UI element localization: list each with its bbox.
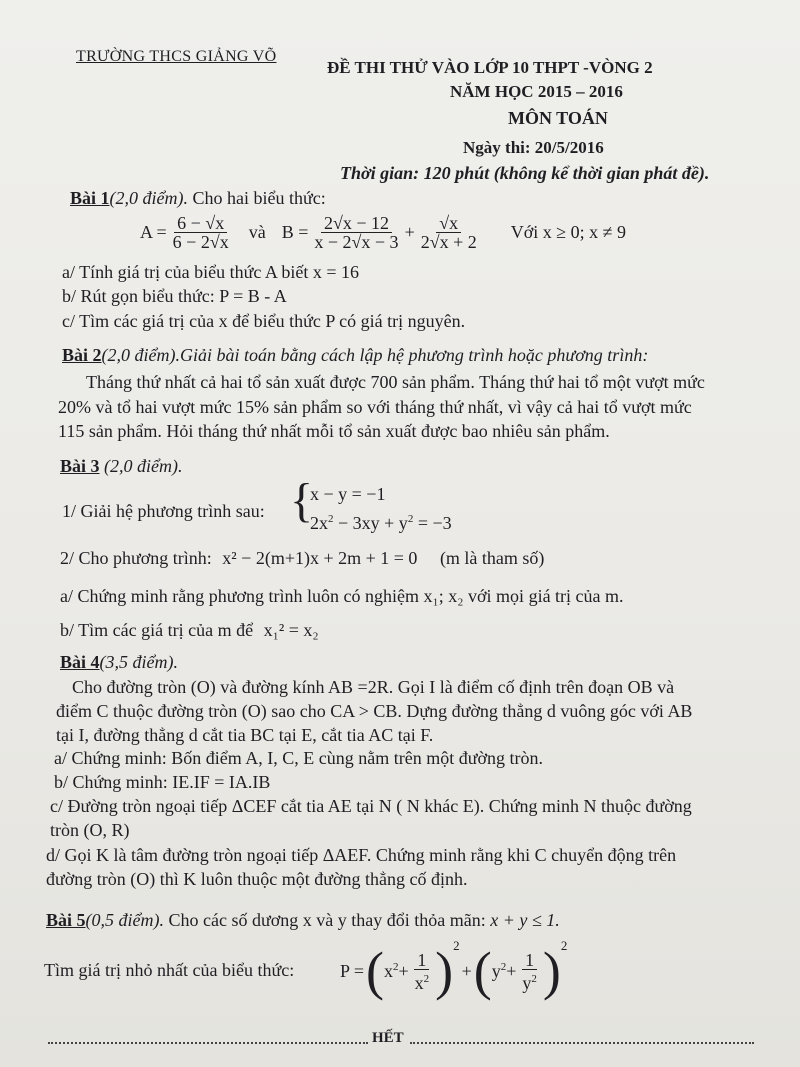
bai5-points: (0,5 điểm).	[85, 910, 164, 930]
right-paren-1-icon: )	[435, 941, 454, 1001]
bai4-part-d-line-1: d/ Gọi K là tâm đường tròn ngoại tiếp ΔAEF. Chứng minh rằng khi C chuyển động trên	[46, 845, 677, 865]
bai3-part-b-equation: x₁² = x₂	[263, 620, 319, 640]
footer-dots-left	[48, 1042, 368, 1044]
y-sq: 2	[500, 960, 507, 973]
x-var: x	[383, 960, 393, 981]
left-brace-icon: {	[290, 474, 314, 527]
bai3-q2-equation: x² − 2(m+1)x + 2m + 1 = 0	[222, 548, 418, 568]
B-denominator-1: x − 2√x − 3	[314, 232, 399, 252]
bai3-part-b-text: b/ Tìm các giá trị của m để	[60, 620, 254, 640]
bai4-part-a: a/ Chứng minh: Bốn điểm A, I, C, E cùng nằm trên một đường tròn.	[54, 748, 543, 768]
B-fraction-1	[311, 214, 401, 251]
bai5-title: Bài 5	[46, 910, 86, 930]
bai4-part-d-line-2: đường tròn (O) thì K luôn thuộc một đường thẳng cố định.	[46, 869, 468, 889]
P-lhs: P =	[340, 960, 364, 981]
bai3-q2-label: 2/ Cho phương trình:	[60, 548, 212, 568]
bai2-points: (2,0 điểm).Giải bài toán bằng cách lập hệ phương trình hoặc phương trình:	[101, 345, 649, 365]
exam-date: Ngày thi: 20/5/2016	[463, 138, 604, 157]
one-over-y2	[519, 951, 540, 992]
system-eq-2	[310, 513, 452, 534]
exam-title: ĐỀ THI THỬ VÀO LỚP 10 THPT -VÒNG 2	[327, 58, 653, 77]
B-numerator-2: √x	[436, 214, 461, 233]
bai3-q1: 1/ Giải hệ phương trình sau:	[62, 501, 265, 521]
bai2-line-2: 20% và tổ hai vượt mức 15% sản phẩm so với tháng thứ nhất, vì vậy cả hai tổ vượt mức	[58, 397, 692, 417]
bai1-points: (2,0 điểm).	[109, 188, 188, 208]
bai5-condition: x + y ≤ 1.	[490, 910, 560, 930]
B-lhs: B =	[281, 222, 309, 242]
y-term: $y^2+$	[491, 960, 517, 981]
bai2-line-1: Tháng thứ nhất cả hai tổ sản xuất được 700 sản phẩm. Tháng thứ hai tổ một vượt mức	[86, 372, 705, 392]
bai4-heading	[60, 652, 178, 673]
y-var: y	[491, 960, 501, 981]
x-sq: 2	[392, 960, 399, 973]
eq2-part-c: = −3	[413, 513, 452, 533]
bai3-part-b	[60, 620, 319, 641]
x2-den	[412, 970, 433, 992]
school-year: NĂM HỌC 2015 – 2016	[450, 82, 623, 101]
end-marker: HẾT	[372, 1030, 404, 1046]
exam-time: Thời gian: 120 phút (không kể thời gian phát đề).	[340, 163, 710, 183]
paren-1-sq: 2	[453, 938, 460, 953]
A-fraction	[170, 214, 232, 251]
bai4-title: Bài 4	[60, 652, 100, 672]
bai1-part-b: b/ Rút gọn biểu thức: P = B - A	[62, 286, 287, 306]
bai3-q2-note: (m là tham số)	[439, 548, 545, 568]
bai4-line-3: tại I, đường thẳng d cắt tia BC tại E, cắt tia AC tại F.	[56, 725, 434, 745]
left-paren-2-icon: (	[473, 941, 492, 1001]
eq2-sq-1: 2	[328, 513, 334, 525]
bai1-part-a: a/ Tính giá trị của biểu thức A biết x = 16	[62, 262, 360, 282]
x-term: $x^2+$	[383, 960, 409, 981]
domain-condition: Với x ≥ 0; x ≠ 9	[510, 222, 627, 242]
footer-dots-right	[410, 1042, 754, 1044]
bai3-q2	[60, 548, 544, 569]
eq2-sq-2: 2	[407, 513, 414, 525]
one-num-2: 1	[522, 951, 537, 970]
bai1-title: Bài 1	[70, 188, 110, 208]
B-fraction-2	[418, 214, 480, 251]
bai1-expressions	[140, 214, 626, 251]
plus-sign: +	[404, 222, 415, 242]
x-den-sq: 2	[423, 972, 430, 985]
y2-den	[519, 970, 540, 992]
y-den-var: y	[522, 972, 532, 993]
one-over-x2	[412, 951, 433, 992]
bai4-part-c-line-1: c/ Đường tròn ngoại tiếp ΔCEF cắt tia AE tại N ( N khác E). Chứng minh N thuộc đường	[50, 796, 692, 816]
left-paren-1-icon: (	[366, 941, 384, 1001]
bai4-line-2: điểm C thuộc đường tròn (O) sao cho CA > CB. Dựng đường thẳng d vuông góc với AB	[56, 701, 693, 721]
bai1-heading	[70, 188, 326, 209]
bai5-heading	[46, 910, 560, 931]
bai4-line-1: Cho đường tròn (O) và đường kính AB =2R. Gọi I là điểm cố định trên đoạn OB và	[72, 677, 675, 697]
bai1-part-c: c/ Tìm các giá trị của x để biểu thức P có giá trị nguyên.	[62, 311, 466, 331]
bai5-expression: P = ( $x^2+$ $\frac{1}{x^2}$ ) $^2$ + ( $y^2+$ $\frac{1}{y^2}$ ) $^2$	[340, 938, 568, 1001]
school-name: TRƯỜNG THCS GIẢNG VÕ	[76, 48, 277, 65]
A-numerator: 6 − √x	[174, 214, 227, 233]
bai2-title: Bài 2	[62, 345, 102, 365]
eq2-part-a: 2x	[310, 513, 328, 533]
bai4-part-c-line-2: tròn (O, R)	[50, 820, 130, 840]
bai2-heading	[62, 345, 648, 366]
eq2-part-b: − 3xy + y	[333, 513, 408, 533]
system-eq-1: x − y = −1	[310, 484, 386, 504]
bai5-question: Tìm giá trị nhỏ nhất của biểu thức:	[44, 960, 295, 980]
one-num-1: 1	[414, 951, 429, 970]
paren-2-sq: 2	[560, 938, 568, 953]
bai4-part-b: b/ Chứng minh: IE.IF = IA.IB	[54, 772, 271, 792]
bai1-intro: Cho hai biểu thức:	[192, 188, 326, 208]
B-denominator-2: 2√x + 2	[420, 232, 477, 252]
B-numerator-1: 2√x − 12	[321, 214, 392, 233]
bai5-intro: Cho các số dương x và y thay đổi thỏa mãn:	[168, 910, 486, 930]
bai4-points: (3,5 điểm).	[99, 652, 178, 672]
bai3-title: Bài 3	[60, 456, 100, 476]
bai3-heading	[60, 456, 183, 477]
y-den-sq: 2	[531, 972, 537, 985]
bai3-points: (2,0 điểm).	[104, 456, 183, 476]
x-den-var: x	[414, 972, 424, 993]
A-lhs: A =	[140, 222, 167, 242]
subject: MÔN TOÁN	[508, 108, 608, 128]
A-denominator: 6 − 2√x	[172, 232, 229, 252]
and-word: và	[248, 222, 266, 242]
right-paren-2-icon: )	[542, 941, 561, 1001]
bai2-line-3: 115 sản phẩm. Hỏi tháng thứ nhất mỗi tổ sản xuất được bao nhiêu sản phẩm.	[58, 421, 610, 441]
bai3-part-a: a/ Chứng minh rằng phương trình luôn có nghiệm x₁; x₂ với mọi giá trị của m.	[60, 586, 624, 606]
